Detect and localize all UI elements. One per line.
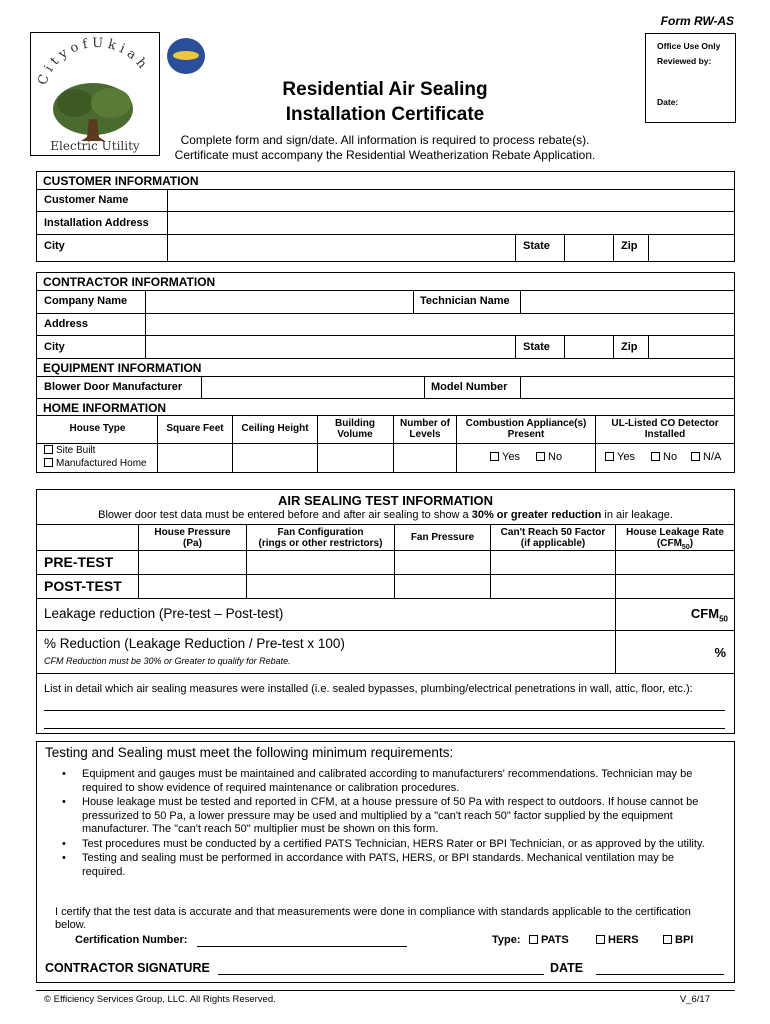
site-built-checkbox[interactable] xyxy=(44,445,53,454)
pct-reduction-note: CFM Reduction must be 30% or Greater to qualify for Rebate. xyxy=(44,656,291,666)
installation-address-label: Installation Address xyxy=(44,217,149,229)
leakage-reduction-label: Leakage reduction (Pre-test – Post-test) xyxy=(44,606,284,621)
manufactured-home-checkbox[interactable] xyxy=(44,458,53,467)
test-header: AIR SEALING TEST INFORMATION xyxy=(278,493,493,508)
customer-state-label: State xyxy=(523,240,550,252)
contractor-city-field[interactable] xyxy=(146,336,515,358)
technician-name-field[interactable] xyxy=(521,291,734,313)
co-na-checkbox[interactable] xyxy=(691,452,700,461)
emblem-icon xyxy=(167,38,205,74)
customer-header: CUSTOMER INFORMATION xyxy=(43,174,199,188)
certification-number-label: Certification Number: xyxy=(75,934,188,946)
col-cant-reach: Can't Reach 50 Factor (if applicable) xyxy=(500,527,606,549)
customer-state-field[interactable] xyxy=(565,235,613,261)
certification-number-field[interactable] xyxy=(197,946,407,947)
co-yes-option[interactable]: Yes xyxy=(605,451,635,463)
signature-date-label: DATE xyxy=(550,961,584,975)
co-no-option[interactable]: No xyxy=(651,451,677,463)
test-intro: Blower door test data must be entered before and after air sealing to show a 30% or greater reduction in air leakage. xyxy=(98,509,673,521)
pats-checkbox[interactable] xyxy=(529,935,538,944)
manufactured-home-option[interactable]: Manufactured Home xyxy=(44,458,147,469)
co-na-option[interactable]: N/A xyxy=(691,451,721,463)
model-number-field[interactable] xyxy=(521,377,734,398)
copyright: © Efficiency Services Group, LLC. All Rights Reserved. xyxy=(44,994,276,1005)
installation-address-field[interactable] xyxy=(168,212,734,234)
contractor-city-label: City xyxy=(44,341,65,353)
combustion-no-checkbox[interactable] xyxy=(536,452,545,461)
certify-text: I certify that the test data is accurate and that measurements were done in compliance with standards applicable to the certification below. xyxy=(55,906,691,931)
requirements-list xyxy=(45,768,717,880)
type-label: Type: xyxy=(492,934,521,946)
col-number-of-levels: Number of Levels xyxy=(400,418,450,440)
col-square-feet: Square Feet xyxy=(166,423,224,434)
post-test-fields[interactable] xyxy=(139,575,734,598)
hers-checkbox[interactable] xyxy=(596,935,605,944)
home-header: HOME INFORMATION xyxy=(43,401,167,415)
col-house-type: House Type xyxy=(69,423,126,434)
leakage-reduction-field[interactable] xyxy=(616,599,706,630)
post-test-label: POST-TEST xyxy=(44,578,122,594)
svg-text:C i t y o f U k i a h: C i t y o f U k i a h xyxy=(35,35,150,87)
page-title: Residential Air Sealing Installation Certificate xyxy=(282,79,488,125)
pre-test-label: PRE-TEST xyxy=(44,554,114,570)
type-hers-option[interactable]: HERS xyxy=(596,934,639,946)
office-date-label: Date: xyxy=(657,97,679,107)
col-combustion-appliances: Combustion Appliance(s) Present xyxy=(465,418,587,440)
pre-test-fields[interactable] xyxy=(139,551,734,574)
office-use-box xyxy=(645,33,736,123)
requirement-item: • Testing and sealing must be performed in accordance with PATS, HERS, or BPI standards. Mechanical ventilation may be required. xyxy=(45,852,717,879)
reviewed-by-label: Reviewed by: xyxy=(657,56,712,66)
col-co-detector: UL-Listed CO Detector Installed xyxy=(611,418,719,440)
customer-name-field[interactable] xyxy=(168,190,734,211)
contractor-header: CONTRACTOR INFORMATION xyxy=(43,275,216,289)
col-building-volume: Building Volume xyxy=(335,418,375,440)
equipment-header: EQUIPMENT INFORMATION xyxy=(43,361,202,375)
customer-city-label: City xyxy=(44,240,65,252)
contractor-address-field[interactable] xyxy=(146,314,734,335)
col-fan-pressure: Fan Pressure xyxy=(410,532,475,543)
customer-name-label: Customer Name xyxy=(44,194,129,206)
requirement-item: • Test procedures must be conducted by a certified PATS Technician, HERS Rater or BPI Technician, or as approved by the utility. xyxy=(45,838,717,852)
company-name-field[interactable] xyxy=(146,291,413,313)
signature-field[interactable] xyxy=(218,974,544,975)
measures-line-1[interactable] xyxy=(44,710,725,711)
company-name-label: Company Name xyxy=(44,295,128,307)
electric-utility-label: Electric Utility xyxy=(50,139,140,153)
measures-line-2[interactable] xyxy=(44,728,725,729)
col-leakage-rate: House Leakage Rate $(CFM_{50})$ xyxy=(626,527,724,551)
col-fan-configuration: Fan Configuration (rings or other restrictors) xyxy=(258,527,383,549)
requirements-title: Testing and Sealing must meet the following minimum requirements: xyxy=(45,745,454,760)
col-ceiling-height: Ceiling Height xyxy=(241,423,309,434)
blower-door-manufacturer-field[interactable] xyxy=(202,377,424,398)
site-built-option[interactable]: Site Built xyxy=(44,445,95,456)
blower-door-manufacturer-label: Blower Door Manufacturer xyxy=(44,381,183,393)
customer-zip-label: Zip xyxy=(621,240,638,252)
pct-reduction-field[interactable] xyxy=(616,631,706,673)
type-pats-option[interactable]: PATS xyxy=(529,934,569,946)
col-house-pressure: House Pressure (Pa) xyxy=(154,527,231,549)
customer-city-field[interactable] xyxy=(168,235,515,261)
model-number-label: Model Number xyxy=(431,381,508,393)
contractor-address-label: Address xyxy=(44,318,89,330)
signature-date-field[interactable] xyxy=(596,974,724,975)
combustion-yes-checkbox[interactable] xyxy=(490,452,499,461)
cfm-unit-label: $CFM_{50}$ xyxy=(690,606,728,624)
requirement-item: • House leakage must be tested and reported in CFM, at a house pressure of 50 Pa with respect to outdoors. If house cannot be pressurized to 50 Pa, a lower pressure may be used and multiplied by a "can't reach 50" factor supplied by the equipment manufacturer. The "can't reach 50" multiplier must be shown on this form. xyxy=(45,796,717,837)
co-yes-checkbox[interactable] xyxy=(605,452,614,461)
pct-reduction-label: % Reduction (Leakage Reduction / Pre-test x 100) xyxy=(44,636,345,651)
combustion-no-option[interactable]: No xyxy=(536,451,562,463)
requirement-item: • Equipment and gauges must be maintained and calibrated according to manufacturers' recommendations. Technician may be required to show evidence of required maintenance or calibration procedures. xyxy=(45,768,717,795)
technician-name-label: Technician Name xyxy=(420,295,510,307)
customer-zip-field[interactable] xyxy=(649,235,734,261)
office-use-title: Office Use Only xyxy=(657,41,721,51)
co-no-checkbox[interactable] xyxy=(651,452,660,461)
type-bpi-option[interactable]: BPI xyxy=(663,934,693,946)
contractor-zip-label: Zip xyxy=(621,341,638,353)
version: V_6/17 xyxy=(679,994,710,1005)
bpi-checkbox[interactable] xyxy=(663,935,672,944)
form-id: Form RW-AS xyxy=(660,14,734,28)
combustion-yes-option[interactable]: Yes xyxy=(490,451,520,463)
measures-label: List in detail which air sealing measures were installed (i.e. sealed bypasses, plumbing/electrical penetrations in wall, attic, floor, etc.): xyxy=(44,683,693,695)
percent-unit-label: % xyxy=(714,645,726,660)
intro-text: Complete form and sign/date. All information is required to process rebate(s). Certificate must accompany the Residential Weatherization Rebate Application. xyxy=(174,133,596,162)
signature-label: CONTRACTOR SIGNATURE xyxy=(45,961,210,975)
contractor-state-label: State xyxy=(523,341,550,353)
